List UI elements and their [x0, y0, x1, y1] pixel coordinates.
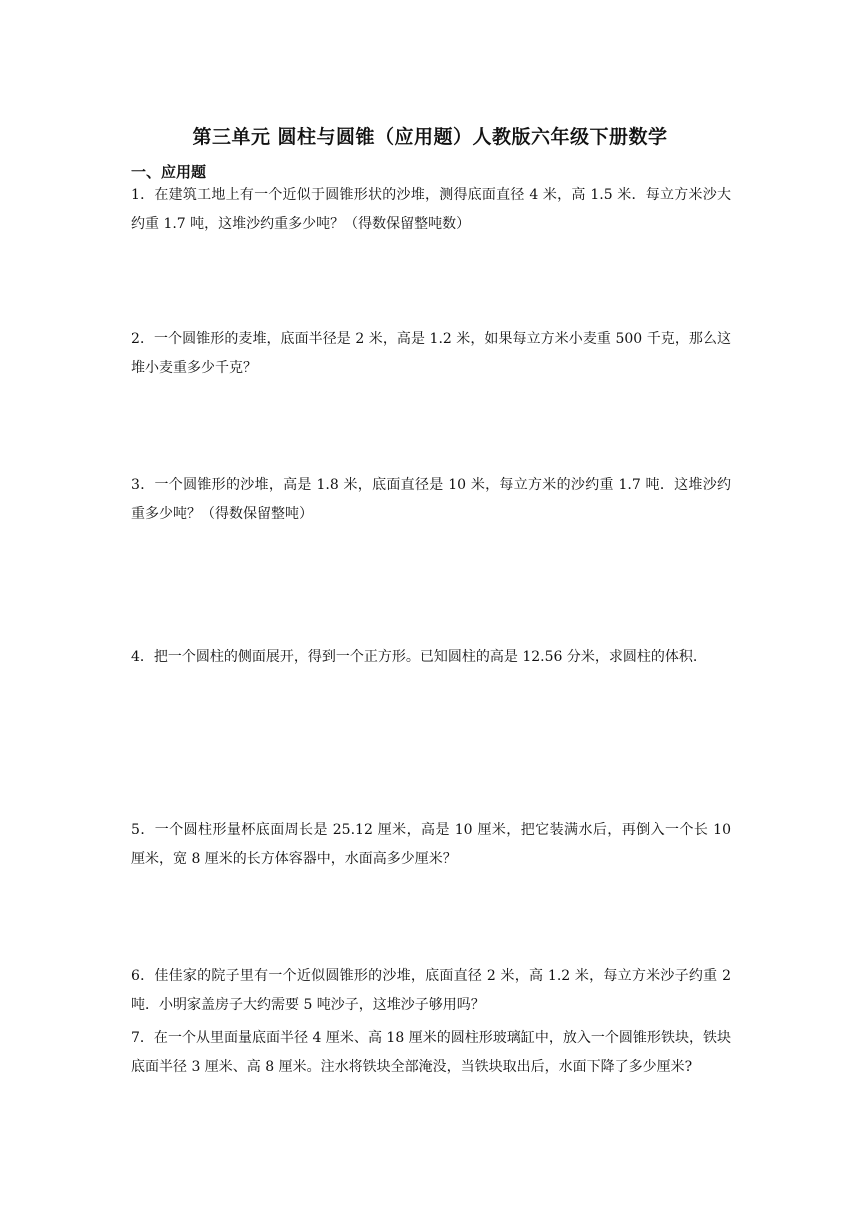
question-5: 5．一个圆柱形量杯底面周长是 25.12 厘米，高是 10 厘米，把它装满水后，再倒入一个长 10 厘米，宽 8 厘米的长方体容器中，水面高多少厘米？ — [131, 822, 731, 867]
question-3: 3．一个圆锥形的沙堆，高是 1.8 米，底面直径是 10 米，每立方米的沙约重 1.7 吨．这堆沙约重多少吨？（得数保留整吨） — [131, 477, 731, 522]
question-4: 4．把一个圆柱的侧面展开，得到一个正方形。已知圆柱的高是 12.56 分米，求圆柱的体积. — [131, 649, 698, 665]
question-1: 1．在建筑工地上有一个近似于圆锥形状的沙堆，测得底面直径 4 米，高 1.5 米．每立方米沙大约重 1.7 吨，这堆沙约重多少吨？（得数保留整吨数） — [131, 187, 731, 232]
page-title: 第三单元 圆柱与圆锥（应用题）人教版六年级下册数学 — [192, 126, 668, 148]
section-heading: 一、应用题 — [131, 163, 207, 181]
question-2: 2．一个圆锥形的麦堆，底面半径是 2 米，高是 1.2 米，如果每立方米小麦重 500 千克，那么这堆小麦重多少千克？ — [131, 331, 731, 376]
question-6: 6．佳佳家的院子里有一个近似圆锥形的沙堆，底面直径 2 米，高 1.2 米，每立方米沙子约重 2 吨．小明家盖房子大约需要 5 吨沙子，这堆沙子够用吗？ — [131, 968, 731, 1013]
question-7: 7．在一个从里面量底面半径 4 厘米、高 18 厘米的圆柱形玻璃缸中，放入一个圆锥形铁块，铁块底面半径 3 厘米、高 8 厘米。注水将铁块全部淹没，当铁块取出后，水面下降了多少厘米? — [131, 1030, 731, 1075]
